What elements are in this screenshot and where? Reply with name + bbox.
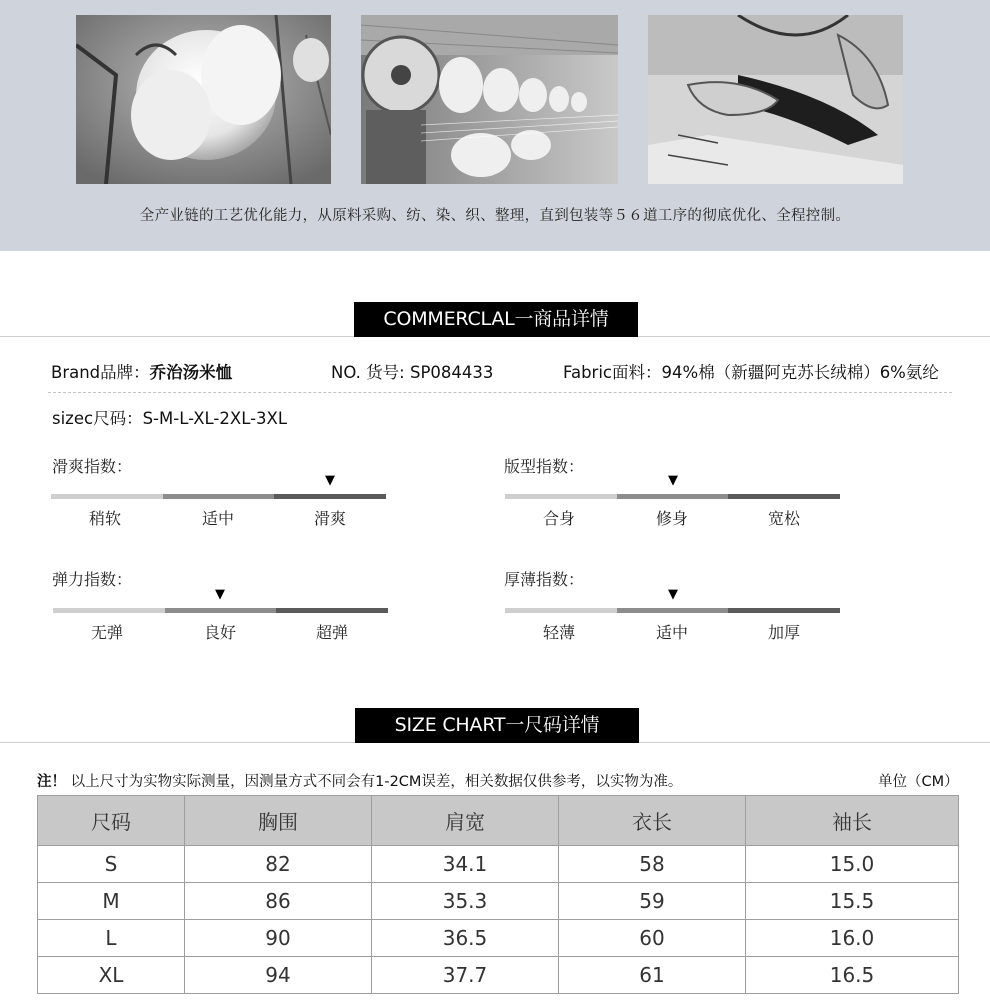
hero-banner: [0, 0, 990, 251]
spinning-factory-photo: [361, 15, 618, 184]
table-header-row: [38, 796, 959, 846]
item-number-label: NO. 货号:: [331, 363, 405, 382]
smoothness-selected-indicator-icon: ▼: [325, 473, 335, 488]
size-table: [37, 795, 959, 994]
thickness-option: 加厚: [767, 623, 800, 642]
elasticity-selected-indicator-icon: ▼: [215, 587, 225, 602]
elasticity-index-bar: [53, 608, 388, 613]
fit-index-label: 版型指数：: [504, 457, 585, 476]
table-row: [38, 920, 959, 957]
item-number-value: SP084433: [409, 363, 494, 382]
smoothness-option: 适中: [201, 509, 234, 528]
table-cell: 61: [559, 957, 746, 994]
fabric-label: Fabric面料：: [563, 363, 662, 382]
commercial-section-title: COMMERCLAL一商品详情: [354, 302, 638, 337]
table-cell: 16.5: [746, 957, 959, 994]
elasticity-option: 无弹: [90, 623, 123, 642]
table-cell: 16.0: [746, 920, 959, 957]
thickness-index-bar: [505, 608, 840, 613]
smoothness-option: 稍软: [88, 509, 121, 528]
table-cell: 15.5: [746, 883, 959, 920]
thickness-index-label: 厚薄指数：: [504, 570, 585, 589]
cotton-photo: [76, 15, 331, 184]
column-header: 胸围: [185, 796, 372, 846]
unit-label: 单位（CM）: [878, 774, 959, 790]
table-row: [38, 846, 959, 883]
fit-option: 修身: [655, 509, 688, 528]
column-header: 袖长: [746, 796, 959, 846]
elasticity-index-label: 弹力指数：: [52, 570, 133, 589]
fabric-info: [563, 359, 939, 383]
smoothness-option: 滑爽: [313, 509, 346, 528]
size-label: sizec尺码：: [52, 409, 143, 428]
table-cell: S: [38, 846, 185, 883]
elasticity-option: 良好: [203, 623, 236, 642]
hero-caption: 全产业链的工艺优化能力，从原料采购、纺、染、织、整理，直到包装等５６道工序的彻底优化、全程控制。: [139, 208, 851, 224]
table-cell: 94: [185, 957, 372, 994]
column-header: 肩宽: [372, 796, 559, 846]
table-cell: 37.7: [372, 957, 559, 994]
brand-label: Brand品牌：: [51, 363, 150, 382]
item-number-info: [331, 359, 493, 383]
size-value: S-M-L-XL-2XL-3XL: [142, 409, 288, 428]
sewing-photo: [648, 15, 903, 184]
fit-option: 宽松: [767, 509, 800, 528]
size-chart-section-title: SIZE CHART一尺码详情: [355, 708, 639, 743]
table-cell: 36.5: [372, 920, 559, 957]
table-cell: 15.0: [746, 846, 959, 883]
fit-option: 合身: [542, 509, 575, 528]
table-cell: 34.1: [372, 846, 559, 883]
table-cell: 59: [559, 883, 746, 920]
column-header: 尺码: [38, 796, 185, 846]
size-info: [52, 405, 287, 429]
elasticity-option: 超弹: [315, 623, 348, 642]
table-cell: 90: [185, 920, 372, 957]
smoothness-index-label: 滑爽指数：: [52, 457, 133, 476]
table-cell: 35.3: [372, 883, 559, 920]
smoothness-index-bar: [51, 494, 386, 499]
fabric-value: 94%棉（新疆阿克苏长绒棉）6%氨纶: [661, 363, 939, 382]
table-cell: 60: [559, 920, 746, 957]
note-text: 以上尺寸为实物实际测量，因测量方式不同会有1-2CM误差，相关数据仅供参考，以实物为准。: [70, 774, 683, 790]
info-divider: [48, 392, 952, 393]
measurement-note: [37, 770, 682, 791]
thickness-selected-indicator-icon: ▼: [668, 587, 678, 602]
table-cell: L: [38, 920, 185, 957]
table-cell: 86: [185, 883, 372, 920]
thickness-option: 适中: [655, 623, 688, 642]
table-cell: 58: [559, 846, 746, 883]
table-row: [38, 957, 959, 994]
brand-value: 乔治汤米恤: [149, 363, 233, 382]
fit-selected-indicator-icon: ▼: [668, 473, 678, 488]
fit-index-bar: [505, 494, 840, 499]
brand-info: [51, 359, 232, 383]
table-cell: 82: [185, 846, 372, 883]
column-header: 衣长: [559, 796, 746, 846]
table-cell: M: [38, 883, 185, 920]
table-row: [38, 883, 959, 920]
note-prefix: 注！: [37, 774, 66, 790]
table-cell: XL: [38, 957, 185, 994]
thickness-option: 轻薄: [542, 623, 575, 642]
